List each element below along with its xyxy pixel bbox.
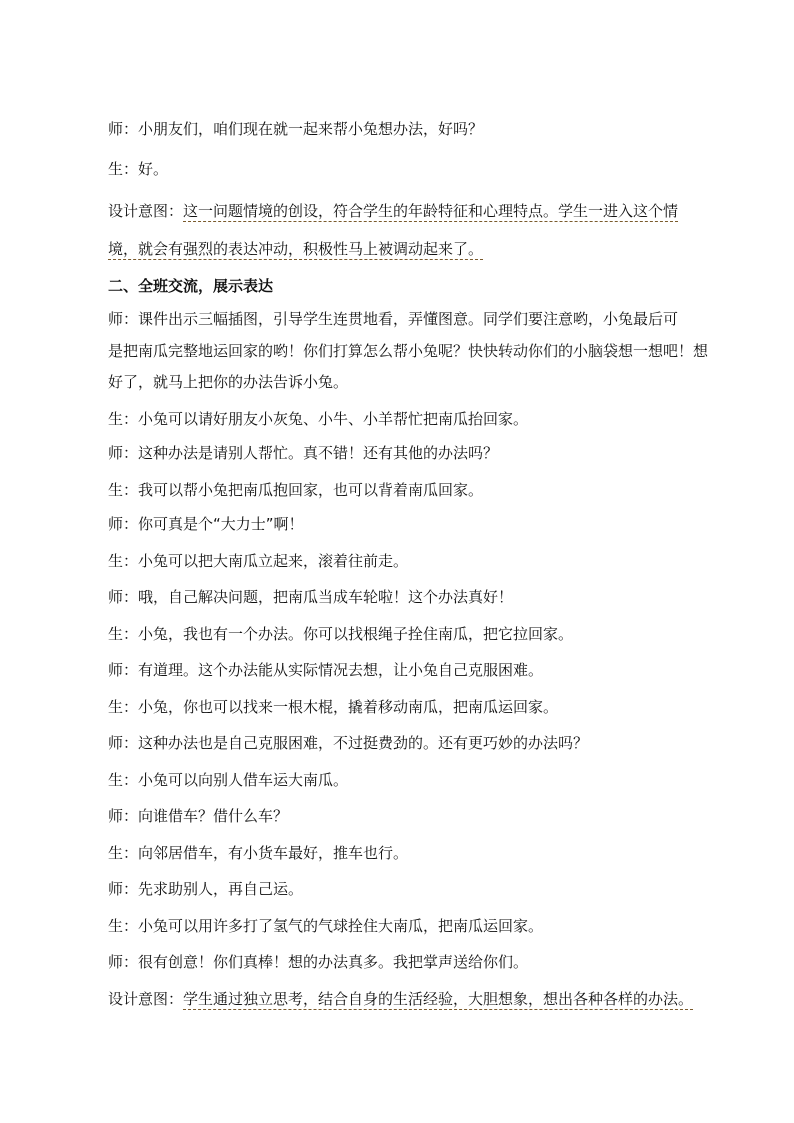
dialogue-line	[108, 660, 738, 680]
line-text: 有道理。这个办法能从实际情况去想，让小兔自己克服困难。	[138, 661, 544, 679]
line-text: 我可以帮小兔把南瓜抱回家，也可以背着南瓜回家。	[138, 481, 484, 499]
line-text: 这种办法也是自己克服困难，不过挺费劲的。还有更巧妙的办法吗？	[138, 734, 589, 752]
speaker-label: 师：	[108, 953, 139, 971]
dialogue-line	[108, 952, 738, 972]
line-text: 好。	[138, 160, 169, 178]
speaker-label: 生：	[108, 552, 139, 570]
speaker-label: 师：	[108, 444, 139, 462]
dialogue-line	[108, 697, 738, 717]
line-text: 课件出示三幅插图，引导学生连贯地看，弄懂图意。同学们要注意哟，小兔最后可	[138, 310, 679, 328]
speaker-label: 生：	[108, 481, 139, 499]
design-intent-line	[108, 989, 738, 1009]
line-text: 小兔可以向别人借车运大南瓜。	[138, 771, 349, 789]
dialogue-line	[108, 806, 738, 826]
line-text: 你可真是个“大力士”啊！	[138, 515, 304, 533]
speaker-label: 师：	[108, 661, 139, 679]
design-intent-text: 境，就会有强烈的表达冲动，积极性马上被调动起来了。	[108, 240, 484, 258]
line-text: 是把南瓜完整地运回家的哟！你们打算怎么帮小兔呢？快快转动你们的小脑袋想一想吧！想	[108, 342, 709, 360]
speaker-label: 生：	[108, 410, 139, 428]
speaker-label: 生：	[108, 844, 139, 862]
design-intent-label: 设计意图：	[108, 990, 184, 1008]
speaker-label: 生：	[108, 917, 139, 935]
dialogue-line	[108, 843, 738, 863]
line-text: 很有创意！你们真棒！想的办法真多。我把掌声送给你们。	[138, 953, 529, 971]
speaker-label: 师：	[108, 515, 139, 533]
dialogue-line	[108, 624, 738, 644]
speaker-label: 师：	[108, 120, 139, 138]
dialogue-continuation	[108, 372, 738, 392]
dialogue-line	[108, 119, 738, 139]
line-text: 先求助别人，再自己运。	[138, 880, 304, 898]
speaker-label: 师：	[108, 588, 139, 606]
speaker-label: 师：	[108, 310, 139, 328]
speaker-label: 生：	[108, 698, 139, 716]
speaker-label: 生：	[108, 625, 139, 643]
speaker-label: 生：	[108, 771, 139, 789]
speaker-label: 师：	[108, 734, 139, 752]
dialogue-line	[108, 159, 738, 179]
line-text: 哦，自己解决问题，把南瓜当成车轮啦！这个办法真好！	[138, 588, 514, 606]
heading-text: 二、全班交流，展示表达	[108, 277, 274, 295]
line-text: 小兔可以用许多打了氢气的气球拴住大南瓜，把南瓜运回家。	[138, 917, 544, 935]
design-intent-text: 这一问题情境的创设，符合学生的年龄特征和心理特点。学生一进入这个情	[183, 202, 679, 220]
dialogue-line	[108, 409, 738, 429]
speaker-label: 师：	[108, 807, 139, 825]
line-text: 小兔可以请好朋友小灰兔、小牛、小羊帮忙把南瓜抬回家。	[138, 410, 529, 428]
dialogue-line	[108, 443, 738, 463]
dialogue-line	[108, 551, 738, 571]
design-intent-text: 学生通过独立思考，结合自身的生活经验，大胆想象，想出各种各样的办法。	[183, 990, 694, 1008]
dialogue-line	[108, 733, 738, 753]
section-heading	[108, 276, 738, 296]
design-intent-label: 设计意图：	[108, 202, 184, 220]
speaker-label: 生：	[108, 160, 139, 178]
speaker-label: 师：	[108, 880, 139, 898]
line-text: 这种办法是请别人帮忙。真不错！还有其他的办法吗？	[138, 444, 499, 462]
line-text: 向邻居借车，有小货车最好，推车也行。	[138, 844, 409, 862]
design-intent-continuation	[108, 239, 738, 259]
line-text: 好了，就马上把你的办法告诉小兔。	[108, 373, 349, 391]
dialogue-line	[108, 514, 738, 534]
line-text: 小兔，我也有一个办法。你可以找根绳子拴住南瓜，把它拉回家。	[138, 625, 574, 643]
line-text: 小朋友们，咱们现在就一起来帮小兔想办法，好吗？	[138, 120, 484, 138]
line-text: 小兔可以把大南瓜立起来，滚着往前走。	[138, 552, 409, 570]
dialogue-continuation	[108, 341, 738, 361]
dialogue-line	[108, 587, 738, 607]
dialogue-line	[108, 309, 738, 329]
dialogue-line	[108, 879, 738, 899]
dialogue-line	[108, 770, 738, 790]
line-text: 小兔，你也可以找来一根木棍，撬着移动南瓜，把南瓜运回家。	[138, 698, 559, 716]
dialogue-line	[108, 916, 738, 936]
line-text: 向谁借车？借什么车？	[138, 807, 289, 825]
dialogue-line	[108, 480, 738, 500]
design-intent-line	[108, 201, 738, 221]
